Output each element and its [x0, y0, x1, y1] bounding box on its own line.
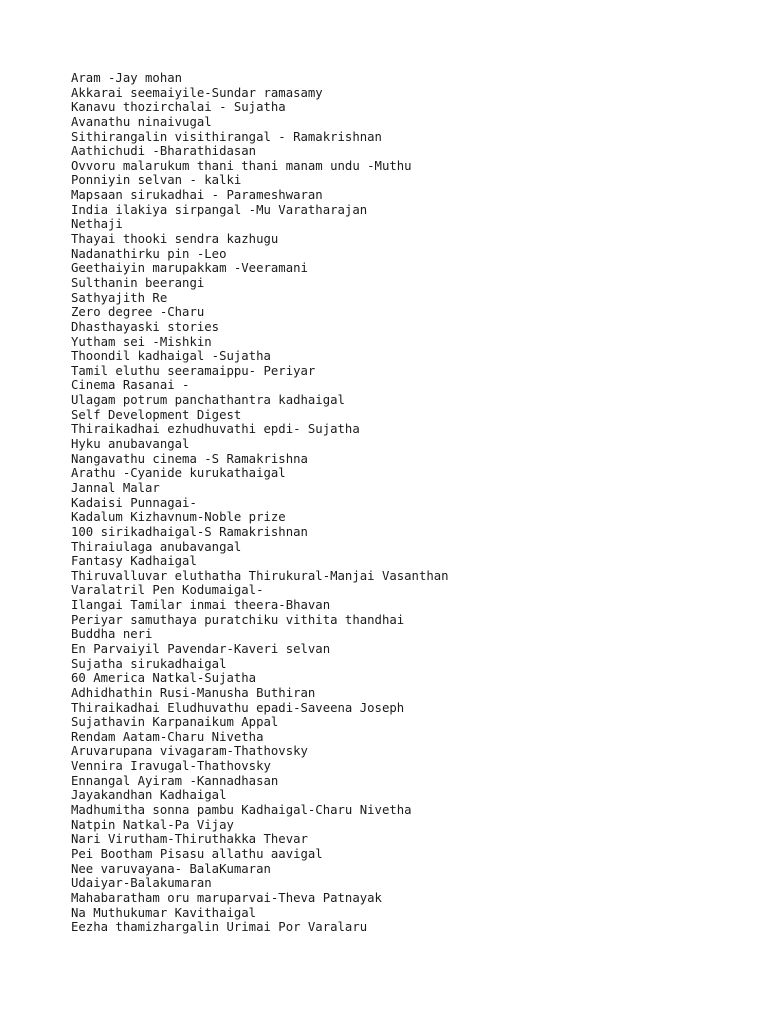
book-list-item: Cinema Rasanai -	[71, 378, 190, 393]
book-list-item: Eezha thamizhargalin Urimai Por Varalaru	[71, 920, 368, 935]
book-list-item: Jayakandhan Kadhaigal	[71, 788, 227, 803]
book-list-item: Dhasthayaski stories	[71, 319, 220, 334]
book-list-item: Akkarai seemaiyile-Sundar ramasamy	[71, 85, 323, 100]
book-list-item: 100 sirikadhaigal-S Ramakrishnan	[71, 524, 308, 539]
book-list-item: Fantasy Kadhaigal	[71, 554, 197, 569]
book-list-item: Kanavu thozirchalai - Sujatha	[71, 100, 286, 115]
book-list-item: Avanathu ninaivugal	[71, 114, 212, 129]
book-list-item: Nadanathirku pin -Leo	[71, 246, 227, 261]
book-list-item: Natpin Natkal-Pa Vijay	[71, 817, 234, 832]
book-list-item: Varalatril Pen Kodumaigal-	[71, 583, 264, 598]
book-list-item: Thiruvalluvar eluthatha Thirukural-Manjai Vasanthan	[71, 568, 449, 583]
book-list-item: India ilakiya sirpangal -Mu Varatharajan	[71, 202, 368, 217]
book-list-item: Sathyajith Re	[71, 290, 168, 305]
book-list-item: Sujathavin Karpanaikum Appal	[71, 715, 279, 730]
book-list-item: Self Development Digest	[71, 407, 242, 422]
book-list-item: Zero degree -Charu	[71, 305, 205, 320]
book-list-item: Ulagam potrum panchathantra kadhaigal	[71, 393, 345, 408]
book-list-item: Sithirangalin visithirangal - Ramakrishnan	[71, 129, 382, 144]
book-list-item: Ennangal Ayiram -Kannadhasan	[71, 773, 279, 788]
book-list-item: Aram -Jay mohan	[71, 71, 183, 85]
book-list-item: Ponniyin selvan - kalki	[71, 173, 242, 188]
book-list-item: Nethaji	[71, 217, 123, 232]
book-list-item: Vennira Iravugal-Thathovsky	[71, 759, 271, 774]
book-list-item: Nee varuvayana- BalaKumaran	[71, 861, 271, 876]
book-list-item: Kadaisi Punnagai-	[71, 495, 197, 510]
book-list-item: Udaiyar-Balakumaran	[71, 876, 212, 891]
book-list-item: Na Muthukumar Kavithaigal	[71, 905, 257, 920]
book-list-item: Ovvoru malarukum thani thani manam undu -Muthu	[71, 158, 412, 173]
book-list-item: 60 America Natkal-Sujatha	[71, 671, 257, 686]
book-list	[71, 71, 449, 935]
book-list-item: Nangavathu cinema -S Ramakrishna	[71, 451, 308, 466]
book-list-item: Hyku anubavangal	[71, 437, 190, 452]
book-list-item: Arathu -Cyanide kurukathaigal	[71, 466, 286, 481]
book-list-item: Thayai thooki sendra kazhugu	[71, 232, 279, 247]
book-list-item: Geethaiyin marupakkam -Veeramani	[71, 261, 308, 276]
book-list-item: Yutham sei -Mishkin	[71, 334, 212, 349]
book-list-item: Aruvarupana vivagaram-Thathovsky	[71, 744, 308, 759]
book-list-item: Nari Virutham-Thiruthakka Thevar	[71, 832, 308, 847]
book-list-item: Jannal Malar	[71, 480, 160, 495]
book-list-item: Thiraikadhai Eludhuvathu epadi-Saveena Joseph	[71, 700, 405, 715]
book-list-item: En Parvaiyil Pavendar-Kaveri selvan	[71, 641, 331, 656]
book-list-item: Kadalum Kizhavnum-Noble prize	[71, 510, 286, 525]
book-list-item: Sulthanin beerangi	[71, 275, 205, 290]
book-list-item: Thiraiulaga anubavangal	[71, 539, 242, 554]
book-list-item: Ilangai Tamilar inmai theera-Bhavan	[71, 598, 331, 613]
book-list-item: Tamil eluthu seeramaippu- Periyar	[71, 363, 316, 378]
book-list-item: Aathichudi -Bharathidasan	[71, 144, 257, 159]
book-list-item: Rendam Aatam-Charu Nivetha	[71, 729, 264, 744]
book-list-item: Thoondil kadhaigal -Sujatha	[71, 349, 271, 364]
book-list-item: Mapsaan sirukadhai - Parameshwaran	[71, 188, 323, 203]
book-list-item: Madhumitha sonna pambu Kadhaigal-Charu Nivetha	[71, 803, 412, 818]
book-list-item: Pei Bootham Pisasu allathu aavigal	[71, 846, 323, 861]
book-list-item: Adhidhathin Rusi-Manusha Buthiran	[71, 685, 316, 700]
book-list-item: Mahabaratham oru maruparvai-Theva Patnayak	[71, 890, 382, 905]
book-list-item: Thiraikadhai ezhudhuvathi epdi- Sujatha	[71, 422, 360, 437]
book-list-item: Periyar samuthaya puratchiku vithita thandhai	[71, 612, 405, 627]
book-list-item: Sujatha sirukadhaigal	[71, 656, 227, 671]
book-list-item: Buddha neri	[71, 627, 153, 642]
